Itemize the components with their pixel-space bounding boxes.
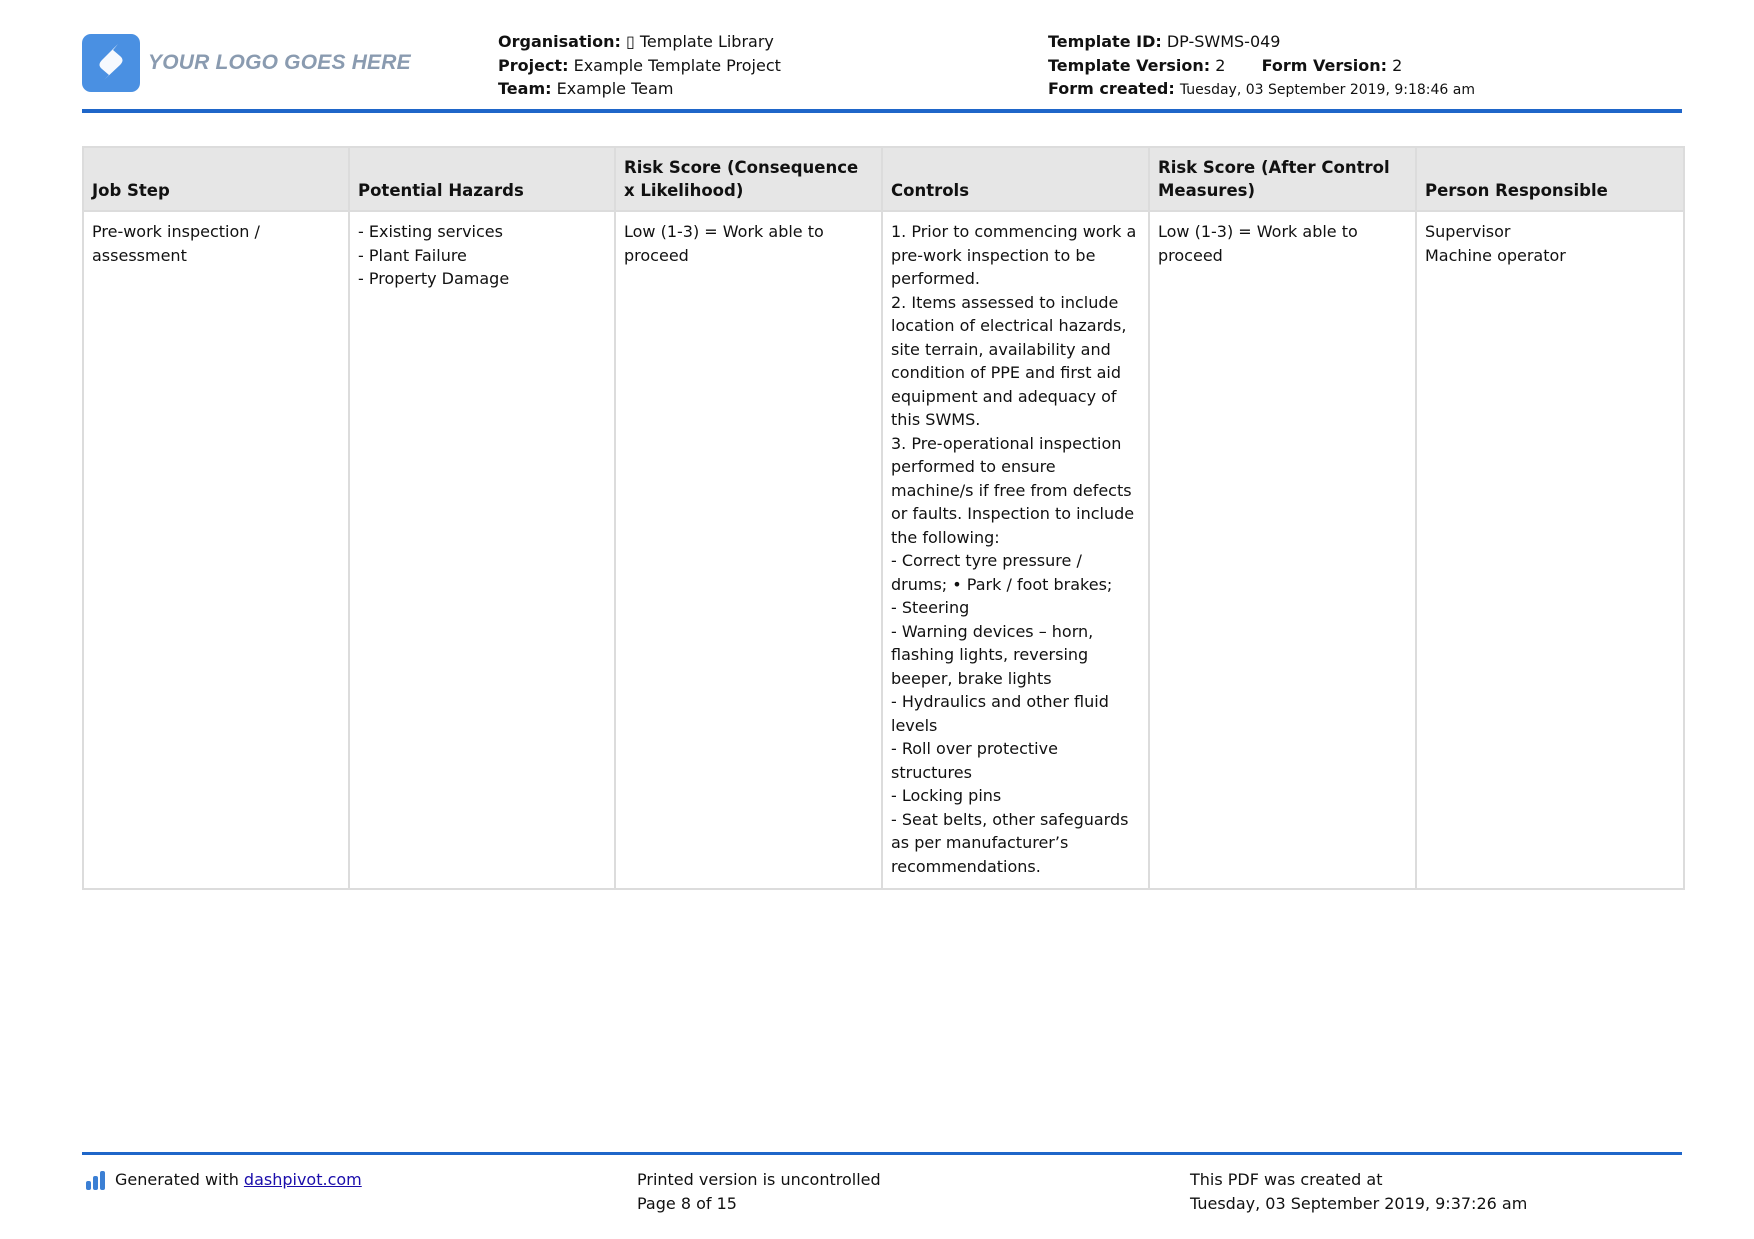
cell-job-step: Pre-work inspection / assessment (83, 211, 349, 889)
control-item: 1. Prior to commencing work a pre-work inspection to be performed. (891, 222, 1137, 288)
cell-person-responsible (1416, 211, 1684, 889)
organisation-label: Organisation: (498, 32, 621, 51)
form-version-value: 2 (1392, 55, 1403, 75)
header-divider (82, 109, 1682, 113)
person-item: Machine operator (1425, 245, 1566, 265)
hazard-item: - Existing services (358, 222, 503, 241)
cell-risk-score: Low (1-3) = Work able to proceed (615, 211, 882, 889)
pdf-created-label: This PDF was created at (1190, 1170, 1383, 1189)
footer-generated (86, 1168, 362, 1192)
organisation-info (498, 30, 781, 101)
template-version-label: Template Version: (1048, 55, 1211, 75)
company-logo (82, 34, 411, 92)
form-version-label: Form Version: (1261, 55, 1388, 75)
control-item: - Seat belts, other safeguards as per manufacturer’s recommendations. (891, 809, 1129, 876)
control-item: - Roll over protective structures (891, 739, 1058, 782)
dashpivot-bars-icon (86, 1170, 107, 1190)
organisation-value: ▯ Template Library (625, 32, 774, 51)
control-item: - Steering (891, 598, 970, 617)
control-item: - Warning devices – horn, flashing lights, reversing beeper, brake lights (891, 621, 1094, 688)
logo-icon (82, 34, 140, 92)
control-item: - Hydraulics and other fluid levels (891, 692, 1109, 735)
generated-prefix: Generated with (115, 1170, 239, 1189)
cell-risk-score-after: Low (1-3) = Work able to proceed (1149, 211, 1416, 889)
template-id-value: DP-SWMS-049 (1166, 32, 1281, 51)
footer-divider (82, 1152, 1682, 1155)
cell-controls (882, 211, 1149, 889)
table-header-row (83, 147, 1684, 211)
form-created-value: Tuesday, 03 September 2019, 9:18:46 am (1179, 82, 1475, 98)
template-id-line (1048, 30, 1475, 54)
col-header-risk-score-after: Risk Score (After Control Measures) (1149, 147, 1416, 211)
page-number: Page 8 of 15 (637, 1193, 737, 1213)
team-label: Team: (498, 79, 552, 98)
control-item: - Locking pins (891, 786, 1002, 805)
col-header-controls: Controls (882, 147, 1149, 211)
col-header-risk-score: Risk Score (Consequence x Likelihood) (615, 147, 882, 211)
form-created-label: Form created: (1048, 79, 1175, 98)
table-row (83, 211, 1684, 889)
footer-print-info (637, 1168, 881, 1215)
cell-potential-hazards (349, 211, 615, 889)
swms-table (82, 146, 1685, 890)
pdf-created-value: Tuesday, 03 September 2019, 9:37:26 am (1190, 1193, 1528, 1213)
control-item: 2. Items assessed to include location of electrical hazards, site terrain, availability and condition of PPE and first aid equipment and adequacy of this SWMS. (891, 292, 1127, 429)
hazard-item: - Plant Failure (358, 245, 467, 265)
dashpivot-link[interactable]: dashpivot.com (243, 1170, 362, 1189)
col-header-job-step: Job Step (83, 147, 349, 211)
logo-text: YOUR LOGO GOES HERE (148, 51, 411, 74)
person-item: Supervisor (1425, 222, 1511, 241)
col-header-person-responsible: Person Responsible (1416, 147, 1684, 211)
template-id-label: Template ID: (1048, 32, 1162, 51)
project-label: Project: (498, 55, 569, 75)
organisation-line (498, 30, 781, 54)
form-created-line (1048, 77, 1475, 103)
version-line (1048, 54, 1475, 78)
page-header (82, 28, 1682, 112)
template-info (1048, 30, 1475, 103)
team-value: Example Team (556, 79, 674, 98)
hazard-item: - Property Damage (358, 269, 510, 288)
footer-created-info (1190, 1168, 1527, 1215)
control-item: 3. Pre-operational inspection performed to ensure machine/s if free from defects or faults. Inspection to include the following: (891, 433, 1135, 547)
team-line (498, 77, 781, 101)
project-line (498, 54, 781, 78)
control-item: - Correct tyre pressure / drums; • Park / foot brakes; (891, 551, 1113, 594)
project-value: Example Template Project (573, 55, 781, 75)
uncontrolled-note: Printed version is uncontrolled (637, 1170, 881, 1189)
template-version-value: 2 (1215, 55, 1226, 75)
col-header-potential-hazards: Potential Hazards (349, 147, 615, 211)
